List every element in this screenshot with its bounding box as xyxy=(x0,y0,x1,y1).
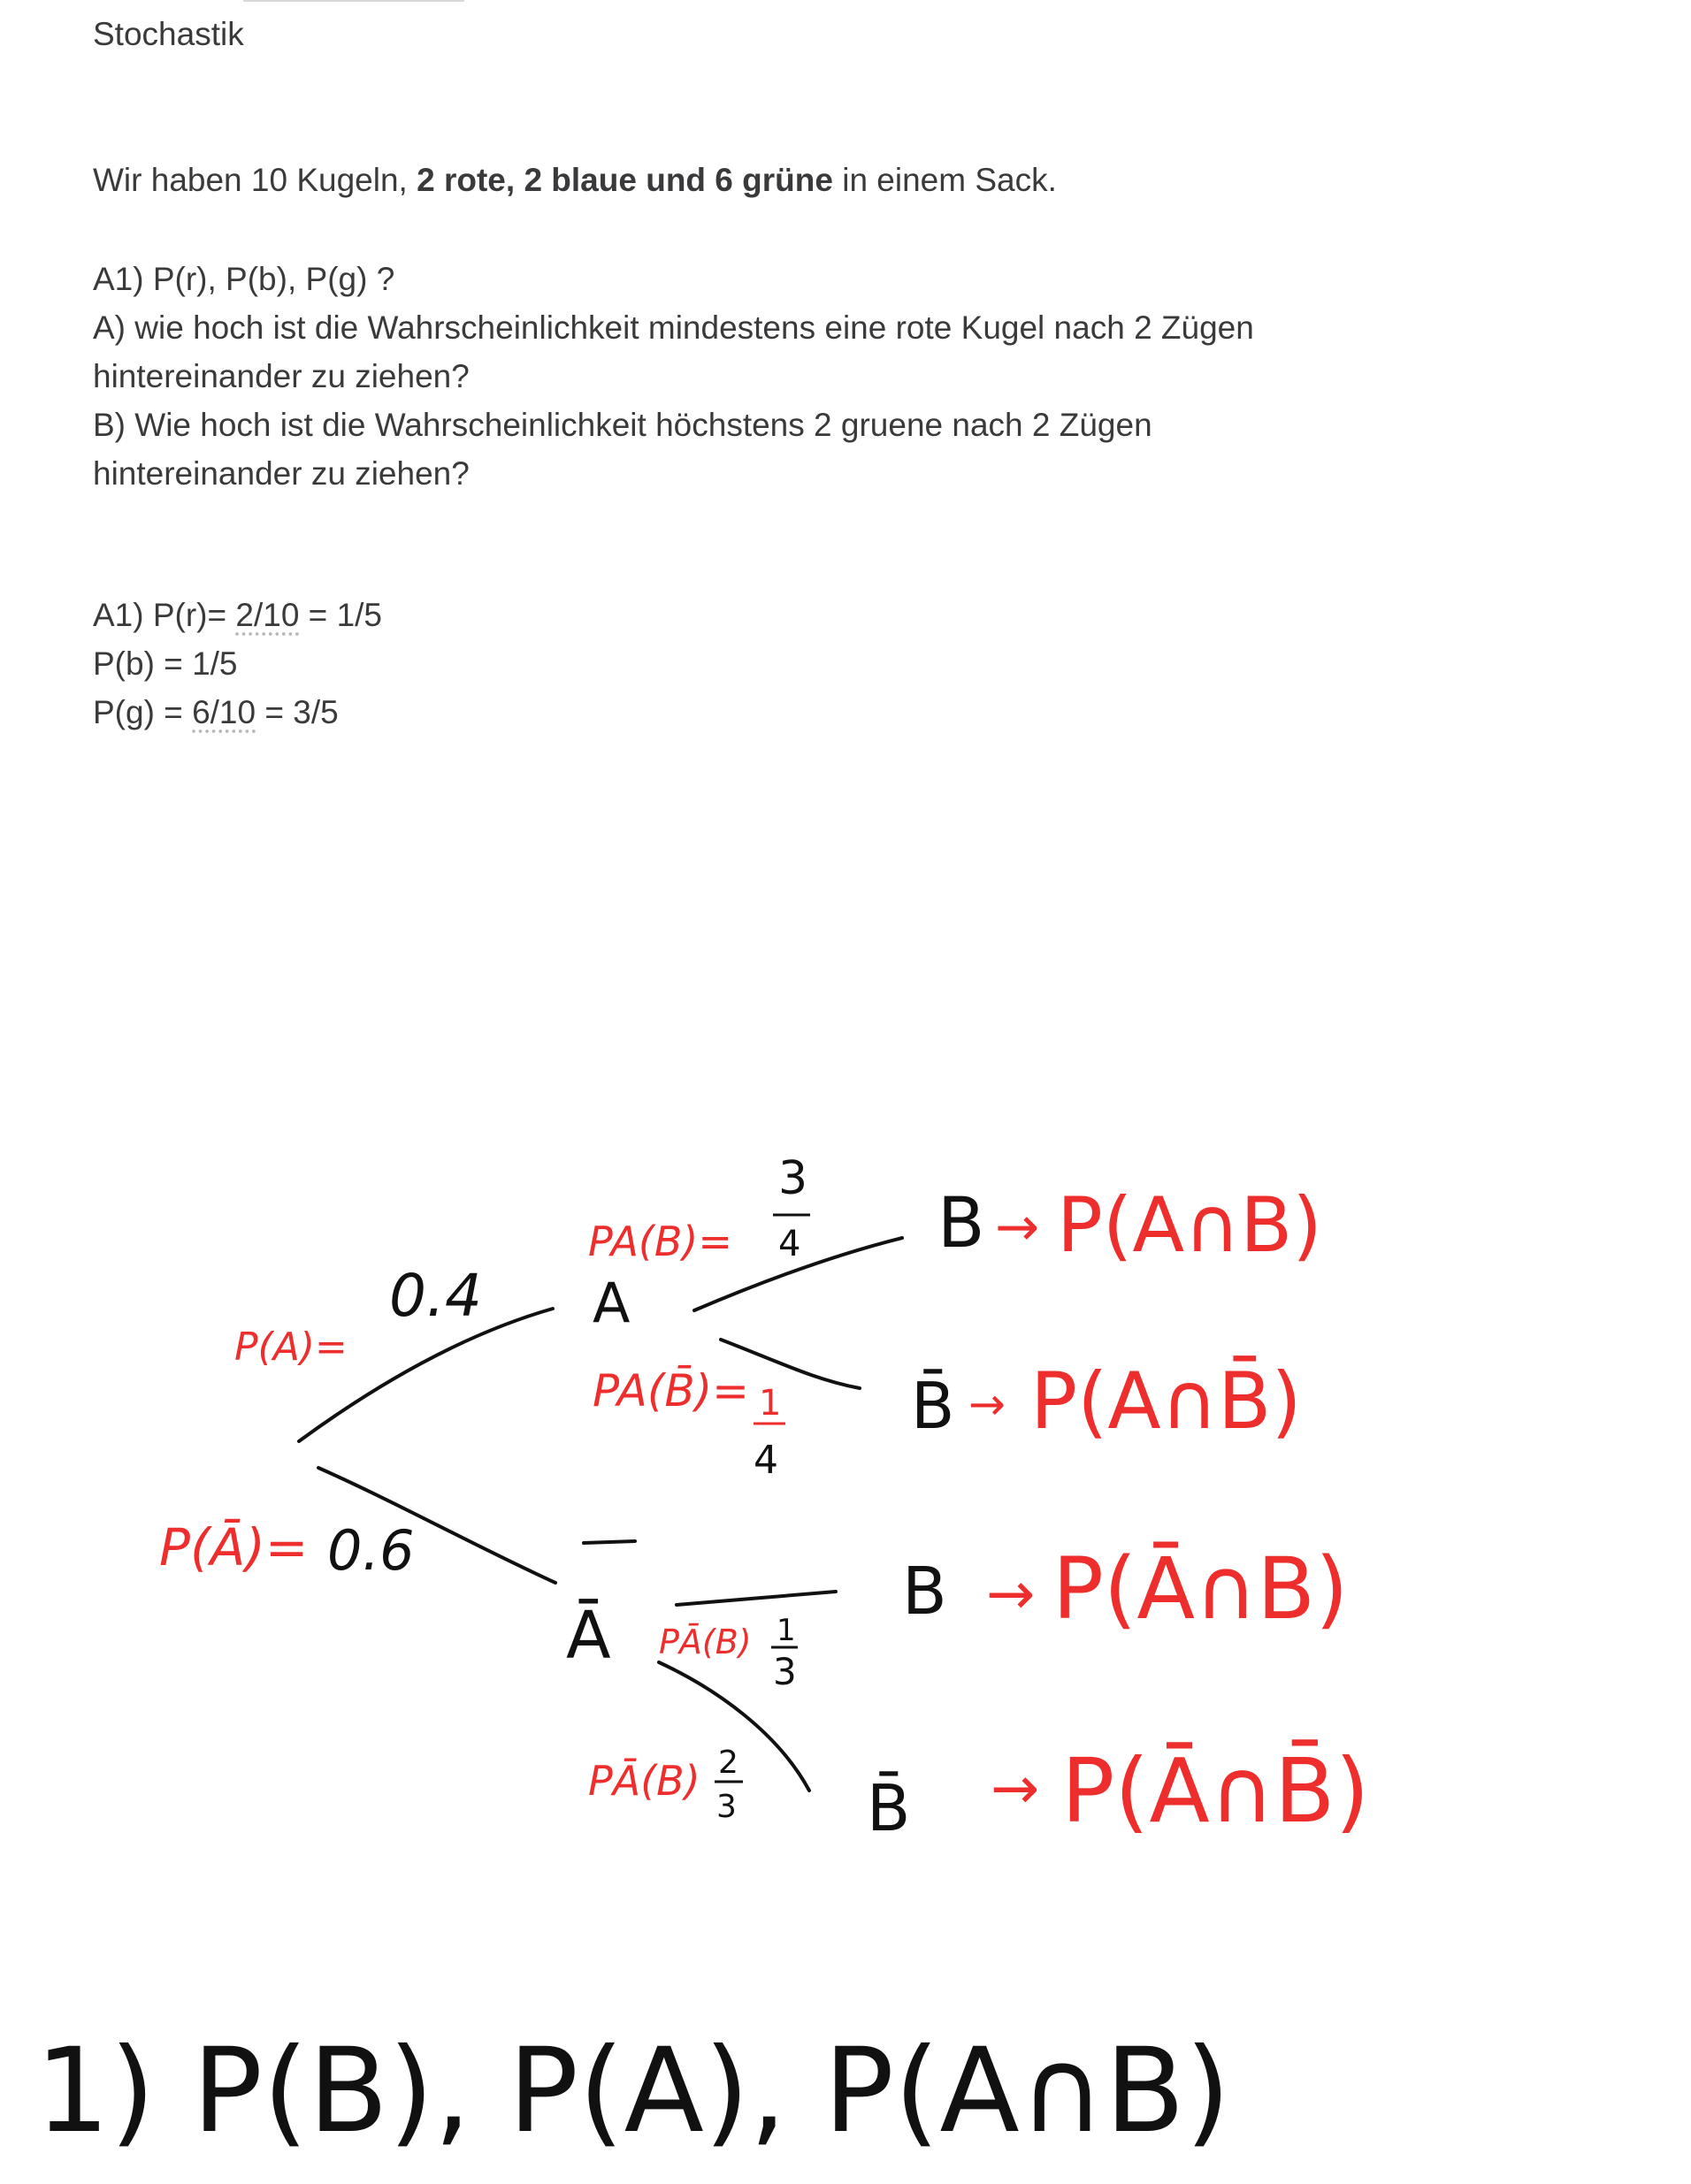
top-divider xyxy=(243,0,464,2)
result-p-a-and-b: P(A∩B) xyxy=(1057,1181,1322,1270)
answer-p-green-prefix: P(g) = xyxy=(93,694,193,730)
leaf-not-b-2: B̄ xyxy=(867,1771,911,1845)
label-pa-b: PA(B)= xyxy=(588,1218,732,1265)
arrow-3: → xyxy=(986,1560,1036,1628)
answer-p-red-result: = 1/5 xyxy=(299,597,383,633)
answer-p-green-fraction: 6/10 xyxy=(192,694,256,730)
question-b-line-1: B) Wie hoch ist die Wahrscheinlichkeit höchstens 2 gruene nach 2 Zügen xyxy=(93,407,1152,443)
leaf-not-b-1: B̄ xyxy=(911,1369,955,1443)
intro-text-end: in einem Sack. xyxy=(832,162,1057,198)
pa-not-b-numerator: 1 xyxy=(759,1383,782,1424)
value-p-not-a: 0.6 xyxy=(327,1518,415,1583)
label-p-not-a: P(Ā)= xyxy=(159,1517,309,1577)
answer-p-blue: P(b) = 1/5 xyxy=(93,645,238,682)
pnota-b-denominator: 3 xyxy=(773,1650,797,1693)
answer-p-red xyxy=(93,591,382,639)
pa-b-numerator: 3 xyxy=(778,1152,808,1205)
label-pa-not-b: PA(B̄)= xyxy=(593,1365,750,1417)
intro-paragraph xyxy=(93,156,1057,204)
result-p-a-and-not-b: P(A∩B̄) xyxy=(1030,1355,1302,1447)
branch-not-a-to-b xyxy=(677,1592,836,1605)
question-a-line-1: A) wie hoch ist die Wahrscheinlichkeit mindestens eine rote Kugel nach 2 Zügen xyxy=(93,309,1254,346)
bottom-expression: 1) P(B), P(A), P(A∩B) xyxy=(35,2023,1231,2159)
arrow-2: → xyxy=(968,1378,1006,1430)
overline-not-a xyxy=(584,1541,635,1543)
pa-not-b-denominator: 4 xyxy=(754,1438,778,1483)
answer-p-green-result: = 3/5 xyxy=(256,694,339,730)
answer-p-red-fraction: 2/10 xyxy=(235,597,300,633)
arrow-4: → xyxy=(991,1754,1040,1822)
pa-b-denominator: 4 xyxy=(778,1224,801,1264)
leaf-b-1: B xyxy=(937,1184,985,1264)
result-p-not-a-and-not-b: P(Ā∩B̄) xyxy=(1061,1739,1370,1843)
intro-bold-counts: 2 rote, 2 blaue und 6 grüne xyxy=(417,162,833,198)
answer-p-red-prefix: A1) P(r)= xyxy=(93,597,236,633)
value-p-a: 0.4 xyxy=(389,1262,482,1330)
leaf-b-2: B xyxy=(902,1554,947,1630)
label-p-a: P(A)= xyxy=(234,1325,348,1370)
handwritten-tree-diagram xyxy=(0,1123,1691,2184)
arrow-1: → xyxy=(995,1196,1040,1258)
answers-block xyxy=(93,591,382,737)
node-not-a: Ā xyxy=(566,1598,611,1674)
label-pnota-b: PĀ(B) xyxy=(659,1623,752,1661)
pnota-not-b-denominator: 3 xyxy=(716,1789,737,1825)
note-title: Stochastik xyxy=(93,16,244,52)
question-a1: A1) P(r), P(b), P(g) ? xyxy=(93,261,395,297)
intro-text-start: Wir haben 10 Kugeln, xyxy=(93,162,417,198)
pnota-b-numerator: 1 xyxy=(777,1613,796,1648)
label-pnota-not-b: PĀ(B) xyxy=(588,1757,700,1805)
pnota-not-b-numerator: 2 xyxy=(718,1745,738,1781)
questions-block xyxy=(93,255,1254,498)
node-a: A xyxy=(593,1271,631,1335)
answer-p-green xyxy=(93,688,382,737)
result-p-not-a-and-b: P(Ā∩B) xyxy=(1052,1539,1349,1638)
question-a-line-2: hintereinander zu ziehen? xyxy=(93,358,470,394)
question-b-line-2: hintereinander zu ziehen? xyxy=(93,455,470,492)
